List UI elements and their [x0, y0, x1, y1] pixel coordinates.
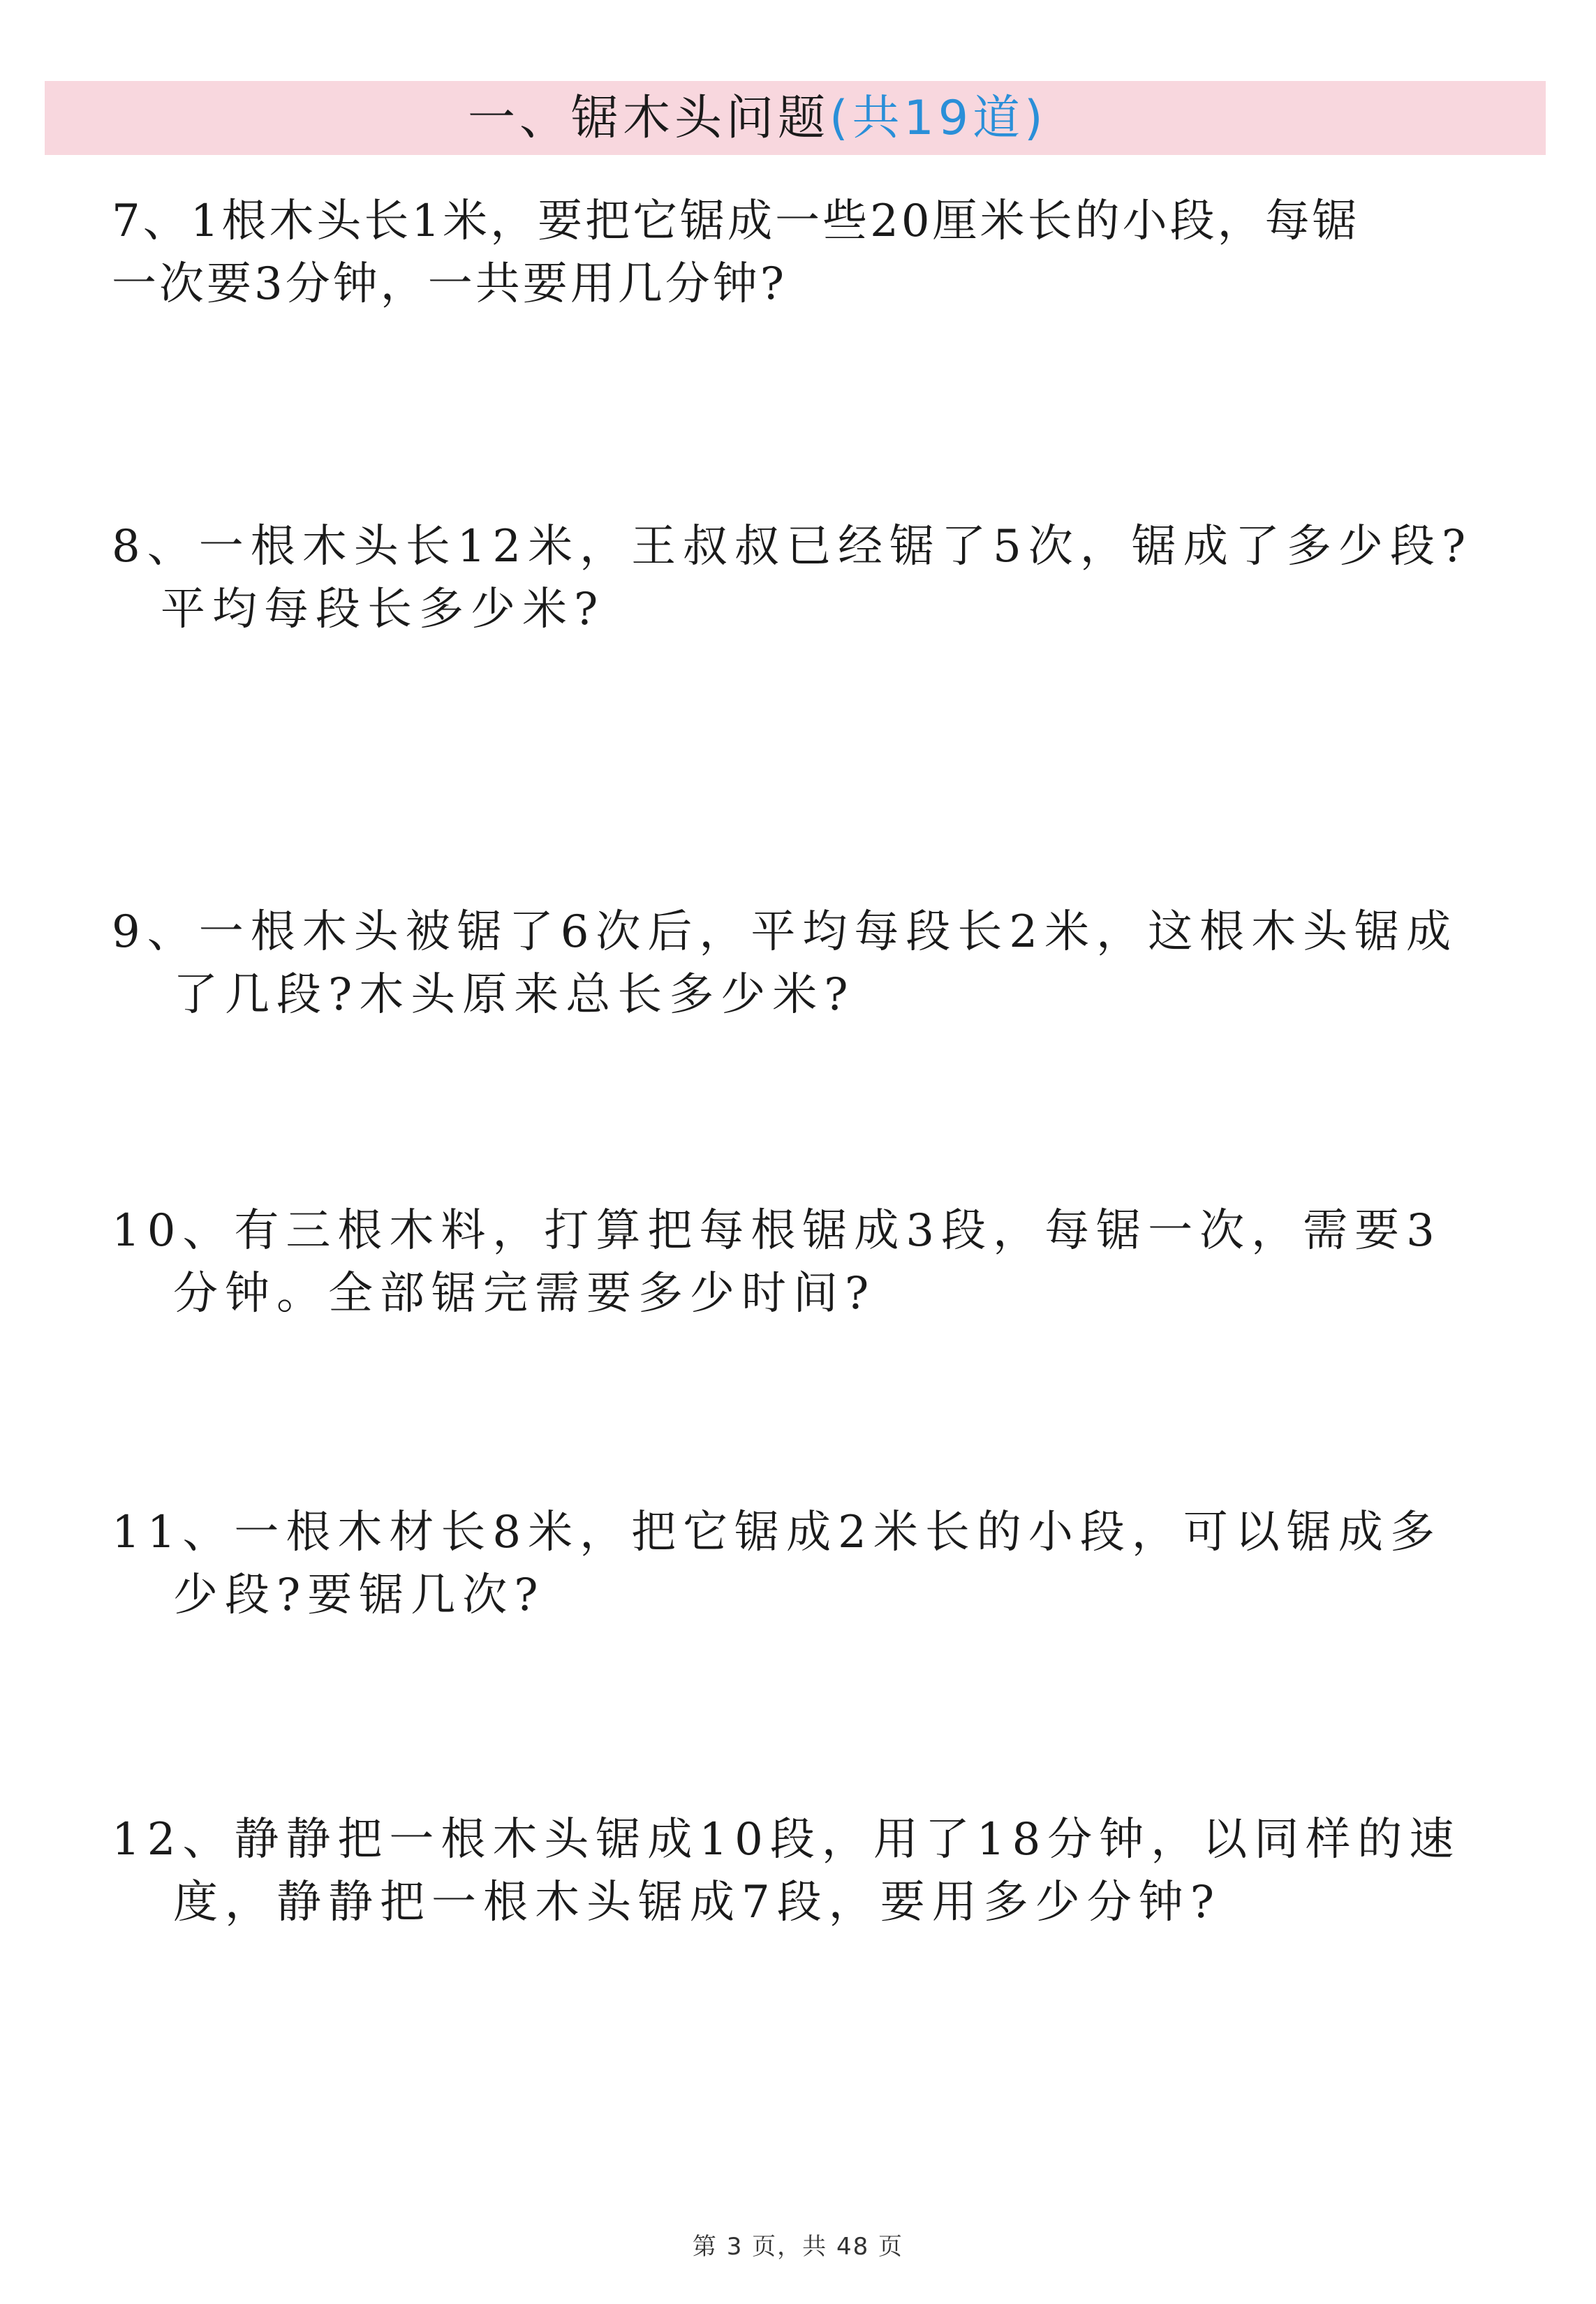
question-9-line-1: 9、一根木头被锯了6次后，平均每段长2米，这根木头锯成 — [112, 906, 1458, 958]
question-10-line-2: 分钟。全部锯完需要多少时间? — [173, 1268, 876, 1320]
question-8-line-2: 平均每段长多少米? — [161, 584, 605, 635]
question-11-line-2: 少段?要锯几次? — [173, 1570, 545, 1621]
question-10 — [112, 1199, 1522, 1325]
question-11 — [112, 1501, 1522, 1627]
section-title-count: (共19道) — [829, 91, 1047, 146]
question-9 — [112, 901, 1522, 1026]
question-7 — [112, 190, 1522, 316]
question-7-line-1: 7、1根木头长1米，要把它锯成一些20厘米长的小段，每锯 — [112, 195, 1360, 247]
question-9-line-2: 了几段?木头原来总长多少米? — [173, 969, 855, 1021]
section-title — [468, 91, 1047, 147]
question-12-line-2: 度，静静把一根木头锯成7段，要用多少分钟? — [173, 1877, 1222, 1928]
question-12 — [112, 1808, 1522, 1934]
question-8 — [112, 515, 1522, 641]
question-11-line-1: 11、一根木材长8米，把它锯成2米长的小段，可以锯成多 — [112, 1507, 1442, 1558]
question-7-line-2: 一次要3分钟，一共要用几分钟? — [112, 258, 788, 310]
question-12-line-1: 12、静静把一根木头锯成10段，用了18分钟，以同样的速 — [112, 1814, 1461, 1866]
section-title-main: 一、锯木头问题 — [468, 91, 830, 146]
page-footer: 第 3 页，共 48 页 — [692, 2233, 904, 2261]
question-10-line-1: 10、有三根木料，打算把每根锯成3段，每锯一次，需要3 — [112, 1205, 1442, 1257]
question-8-line-1: 8、一根木头长12米，王叔叔已经锯了5次，锯成了多少段? — [112, 521, 1473, 573]
